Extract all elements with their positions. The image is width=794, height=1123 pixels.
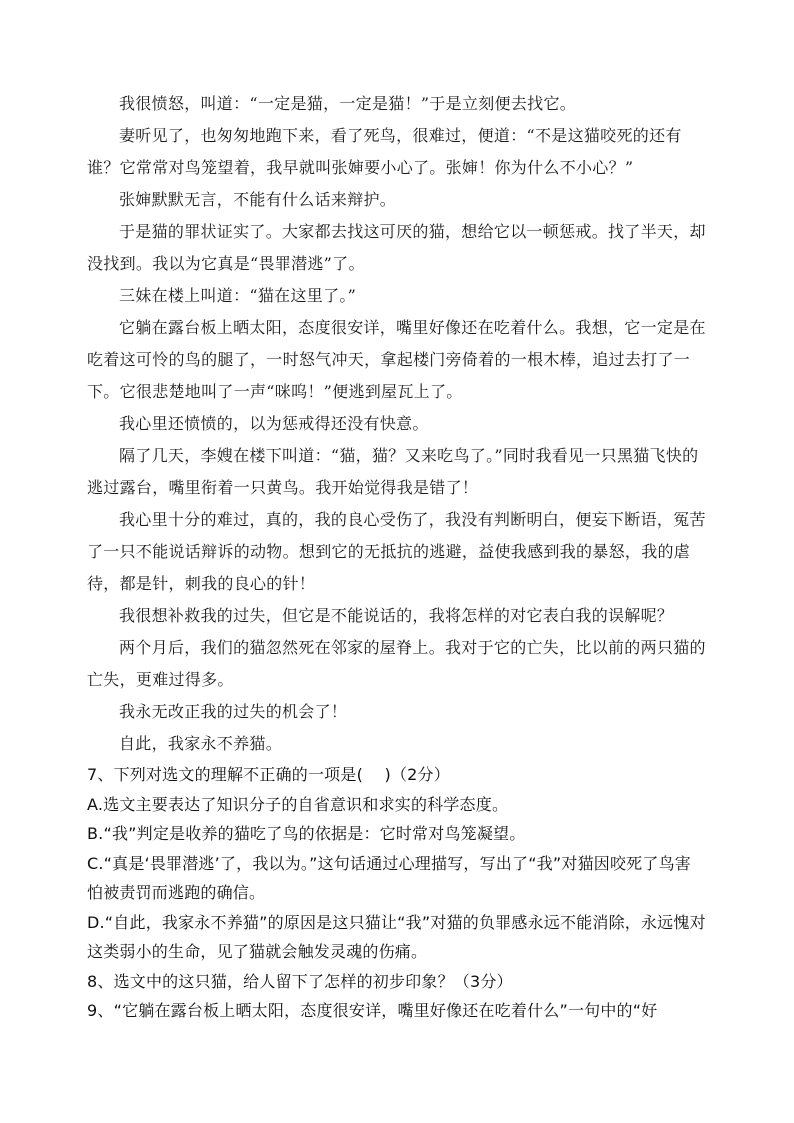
passage-paragraph: 于是猫的罪状证实了。大家都去找这可厌的猫，想给它以一顿惩戒。找了半天，却没找到。我以为它真是“畏罪潜逃”了。: [87, 222, 706, 273]
passage-paragraph: 它躺在露台板上晒太阳，态度很安详，嘴里好像还在吃着什么。我想，它一定是在吃着这可怜的鸟的腿了，一时怒气冲天，拿起楼门旁倚着的一根木棒，追过去打了一下。它很悲楚地叫了一声“咪呜！”便逃到屋瓦上了。: [87, 318, 706, 401]
passage-paragraph: 妻听见了，也匆匆地跑下来，看了死鸟，很难过，便道：“不是这猫咬死的还有谁？它常常对鸟笼望着，我早就叫张婶要小心了。张婶！你为什么不小心？”: [87, 126, 682, 177]
option-c: C.“真是‘畏罪潜逃’了，我以为。”这句话通过心理描写，写出了“我”对猫因咬死了鸟害怕被责罚而逃跑的确信。: [87, 853, 691, 902]
option-a: A.选文主要表达了知识分子的自省意识和求实的科学态度。: [87, 794, 509, 814]
passage-paragraph: 我很愤怒，叫道：“一定是猫，一定是猫！”于是立刻便去找它。: [119, 94, 577, 113]
passage-paragraph: 我心里还愤愤的，以为惩戒得还没有快意。: [119, 414, 429, 433]
passage-paragraph: 三妹在楼上叫道：“猫在这里了。”: [119, 286, 357, 305]
passage-paragraph: 自此，我家永不养猫。: [119, 734, 283, 753]
passage-paragraph: 我心里十分的难过，真的，我的良心受伤了，我没有判断明白，便妄下断语，冤苦了一只不能说话辩诉的动物。想到它的无抵抗的逃避，益使我感到我的暴怒，我的虐待，都是针，刺我的良心的针！: [87, 510, 706, 593]
passage-paragraph: 两个月后，我们的猫忽然死在邻家的屋脊上。我对于它的亡失，比以前的两只猫的亡失，更难过得多。: [87, 638, 706, 689]
question-section: [87, 760, 707, 1026]
question-8: 8、选文中的这只猫，给人留下了怎样的初步印象？（3分）: [87, 971, 513, 991]
document-page: [87, 88, 707, 1026]
reading-passage: [87, 88, 707, 760]
option-b: B.“我”判定是收养的猫吃了鸟的依据是：它时常对鸟笼凝望。: [87, 824, 526, 843]
question-9: 9、“它躺在露台板上晒太阳，态度很安详，嘴里好像还在吃着什么”一句中的“好: [87, 1001, 658, 1020]
passage-paragraph: 我永无改正我的过失的机会了！: [119, 702, 348, 721]
option-d: D.“自此，我家永不养猫”的原因是这只猫让“我”对猫的负罪感永远不能消除，永远愧对这类弱小的生命，见了猫就会触发灵魂的伤痛。: [87, 912, 706, 961]
passage-paragraph: 张婶默默无言，不能有什么话来辩护。: [119, 190, 397, 209]
passage-paragraph: 隔了几天，李嫂在楼下叫道：“猫，猫？又来吃鸟了。”同时我看见一只黑猫飞快的逃过露台，嘴里衔着一只黄鸟。我开始觉得我是错了！: [87, 446, 699, 497]
question-7: 7、下列对选文的理解不正确的一项是( )（2分）: [87, 765, 450, 784]
passage-paragraph: 我很想补救我的过失，但它是不能说话的，我将怎样的对它表白我的误解呢？: [119, 606, 674, 625]
